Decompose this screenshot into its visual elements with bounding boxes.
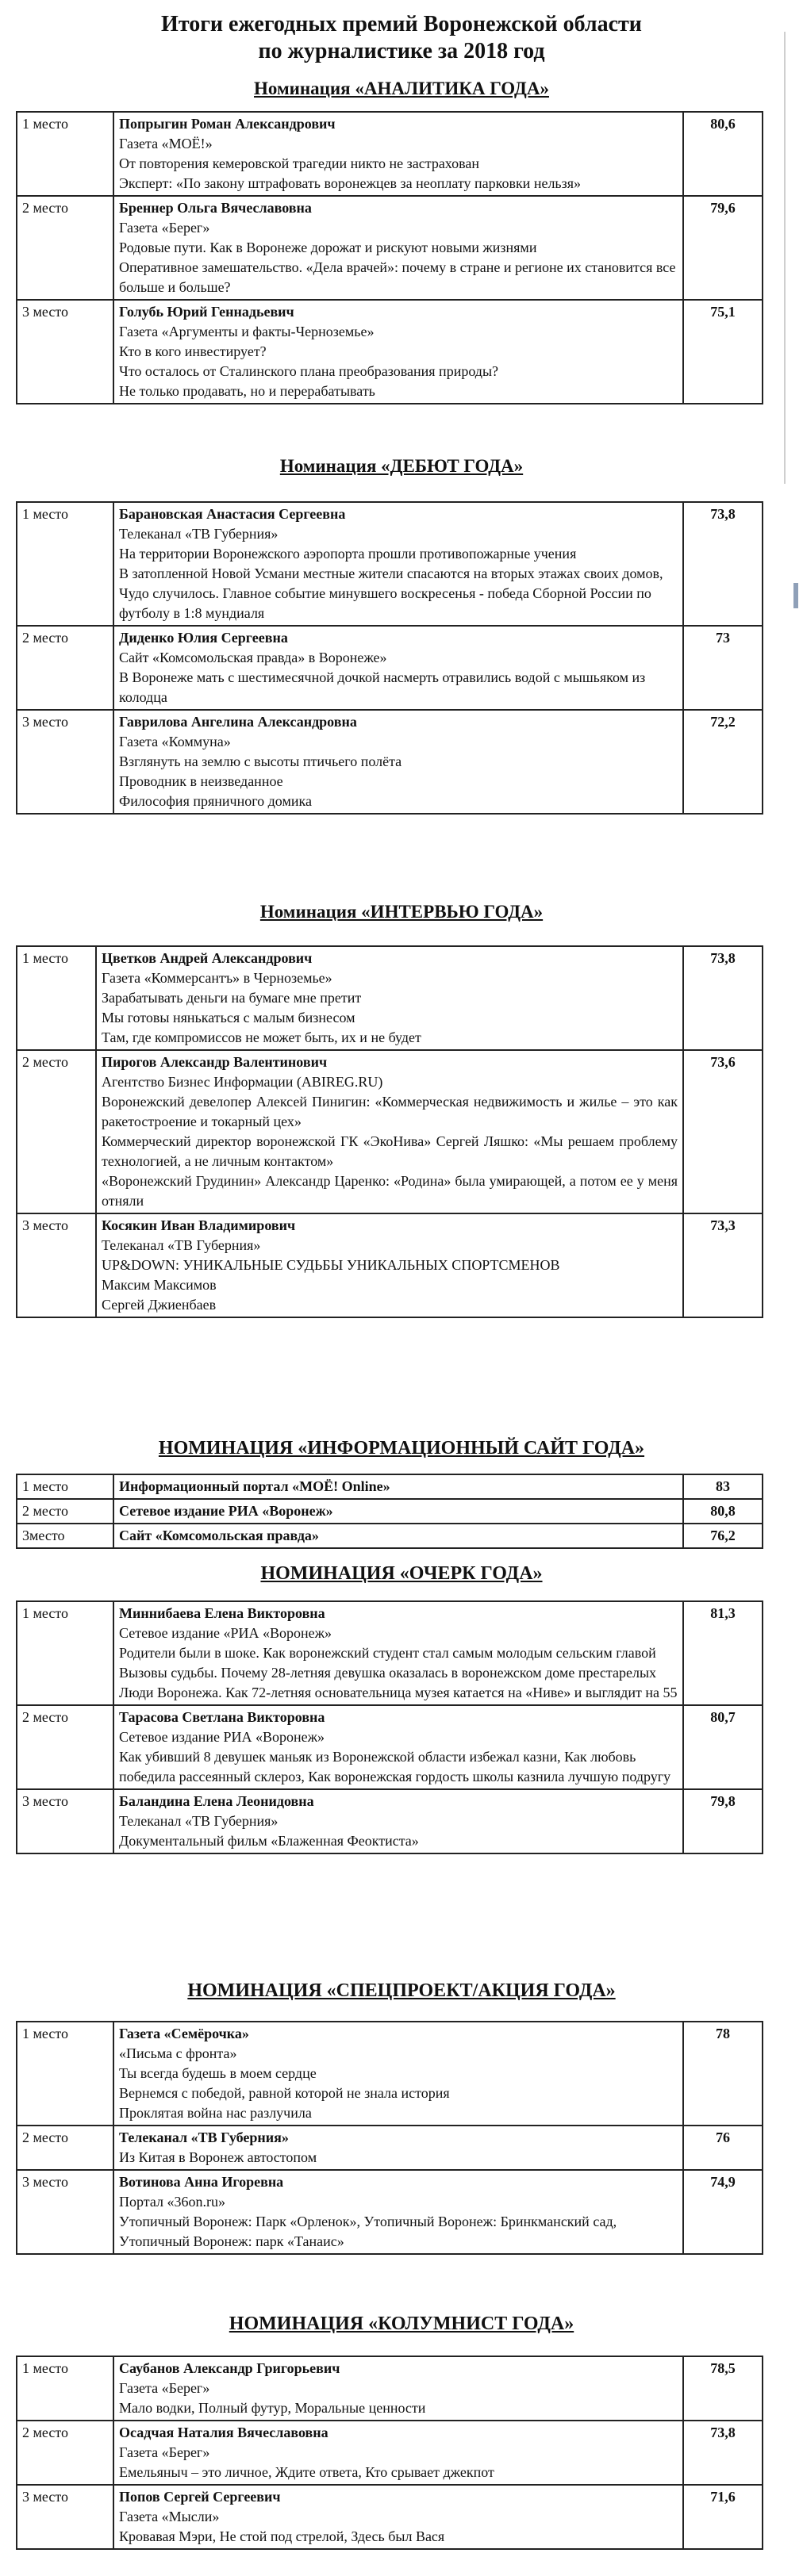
place-cell: 2 место	[17, 626, 113, 710]
winner-name: Телеканал «ТВ Губерния»	[119, 2129, 289, 2145]
entry-line: Воронежский девелопер Алексей Пинигин: «Коммерческая недвижимость и жилье – это как ракетостроение и токарный цех»	[102, 1094, 678, 1129]
entry-line: Газета «МОЁ!»	[119, 136, 213, 151]
results-table-columnist	[16, 2356, 763, 2550]
score-cell: 72,2	[683, 710, 763, 814]
winner-name: Миннибаева Елена Викторовна	[119, 1605, 325, 1621]
table-row	[17, 1705, 763, 1789]
entry-line: Оперативное замешательство. «Дела врачей»: почему в стране и регионе их становится все больше и больше?	[119, 259, 676, 295]
table-row	[17, 1601, 763, 1705]
score-cell: 73,8	[683, 502, 763, 626]
entry-line: Мало водки, Полный футур, Моральные ценности	[119, 2400, 426, 2416]
place-cell: 1 место	[17, 2356, 113, 2421]
entry-line: Проклятая война нас разлучила	[119, 2105, 312, 2121]
score-cell: 78	[683, 2022, 763, 2126]
winner-name: Саубанов Александр Григорьевич	[119, 2360, 340, 2376]
place-cell: 3 место	[17, 300, 113, 404]
entry-line: Утопичный Воронеж: Парк «Орленок», Утопичный Воронеж: Бринкманский сад, Утопичный Воронеж: парк «Танаис»	[119, 2214, 617, 2249]
table-row	[17, 1524, 763, 1548]
entry-line: Газета «Берег»	[119, 2380, 210, 2396]
entry-line: Зарабатывать деньги на бумаге мне претит	[102, 990, 362, 1006]
entry-line: Коммерческий директор воронежской ГК «ЭкоНива» Сергей Ляшко: «Мы решаем проблему технологией, а не личным контактом»	[102, 1133, 678, 1169]
winner-name: Попов Сергей Сергеевич	[119, 2489, 281, 2505]
table-row	[17, 2022, 763, 2126]
table-row	[17, 1499, 763, 1524]
score-cell: 78,5	[683, 2356, 763, 2421]
table-row	[17, 2356, 763, 2421]
results-table-essay	[16, 1600, 763, 1854]
nomination-heading-special-project: НОМИНАЦИЯ «СПЕЦПРОЕКТ/АКЦИЯ ГОДА»	[187, 1980, 616, 2001]
score-cell: 80,6	[683, 112, 763, 196]
winner-name: Цветков Андрей Александрович	[102, 950, 313, 966]
nomination-heading-interview: Номинация «ИНТЕРВЬЮ ГОДА»	[259, 902, 544, 922]
winner-name: Сетевое издание РИА «Воронеж»	[113, 1499, 683, 1524]
entry-line: Газета «Аргументы и факты-Черноземье»	[119, 324, 375, 339]
entry-line: Взглянуть на землю с высоты птичьего полёта	[119, 753, 402, 769]
score-cell: 79,8	[683, 1789, 763, 1853]
place-cell: 3место	[17, 1524, 113, 1548]
score-cell: 73,3	[683, 1213, 763, 1317]
table-row	[17, 1789, 763, 1853]
score-cell: 73,8	[683, 946, 763, 1050]
page-edge-marker	[793, 583, 798, 608]
winner-name: Тарасова Светлана Викторовна	[119, 1709, 325, 1725]
score-cell: 80,8	[683, 1499, 763, 1524]
place-cell: 1 место	[17, 502, 113, 626]
entry-cell	[113, 1705, 683, 1789]
score-cell: 73,8	[683, 2421, 763, 2485]
entry-line: Родители были в шоке. Как воронежский студент стал самым молодым сельским главой	[119, 1645, 656, 1661]
score-cell: 74,9	[683, 2170, 763, 2254]
nomination-heading-news-site: НОМИНАЦИЯ «ИНФОРМАЦИОННЫЙ САЙТ ГОДА»	[158, 1438, 645, 1459]
place-cell: 3 место	[17, 2485, 113, 2549]
entry-line: «Письма с фронта»	[119, 2045, 237, 2061]
document-title-line-1: Итоги ежегодных премий Воронежской области	[161, 12, 642, 36]
entry-line: Максим Максимов	[102, 1277, 217, 1293]
entry-line: Вызовы судьбы. Почему 28-летняя девушка оказалась в воронежском доме престарелых	[119, 1665, 657, 1681]
entry-line: Не только продавать, но и перерабатывать	[119, 383, 375, 399]
entry-cell	[113, 2485, 683, 2549]
place-cell: 2 место	[17, 1705, 113, 1789]
place-cell: 2 место	[17, 196, 113, 300]
entry-cell	[96, 946, 683, 1050]
entry-cell	[113, 2356, 683, 2421]
entry-cell	[113, 112, 683, 196]
score-cell: 81,3	[683, 1601, 763, 1705]
winner-name: Газета «Семёрочка»	[119, 2026, 249, 2041]
winner-name: Барановская Анастасия Сергеевна	[119, 506, 346, 522]
score-cell: 79,6	[683, 196, 763, 300]
entry-line: Из Китая в Воронеж автостопом	[119, 2149, 317, 2165]
place-cell: 2 место	[17, 2421, 113, 2485]
entry-line: Документальный фильм «Блаженная Феоктиста»	[119, 1833, 419, 1849]
entry-cell	[113, 1789, 683, 1853]
winner-name: Осадчая Наталия Вячеславовна	[119, 2425, 328, 2440]
entry-cell	[113, 2022, 683, 2126]
entry-line: Проводник в неизведанное	[119, 773, 283, 789]
entry-cell	[96, 1213, 683, 1317]
results-table-analytics	[16, 111, 763, 404]
score-cell: 76,2	[683, 1524, 763, 1548]
entry-line: UP&DOWN: УНИКАЛЬНЫЕ СУДЬБЫ УНИКАЛЬНЫХ СПОРТСМЕНОВ	[102, 1257, 560, 1273]
table-row	[17, 300, 763, 404]
winner-name: Пирогов Александр Валентинович	[102, 1054, 328, 1070]
entry-line: Газета «Берег»	[119, 2444, 210, 2460]
place-cell: 3 место	[17, 2170, 113, 2254]
place-cell: 2 место	[17, 1499, 113, 1524]
entry-line: Там, где компромиссов не может быть, их и не будет	[102, 1029, 421, 1045]
place-cell: 3 место	[17, 1213, 96, 1317]
entry-cell	[113, 626, 683, 710]
table-row	[17, 1474, 763, 1499]
table-row	[17, 2170, 763, 2254]
winner-name: Гаврилова Ангелина Александровна	[119, 714, 357, 730]
entry-line: Ты всегда будешь в моем сердце	[119, 2065, 317, 2081]
place-cell: 1 место	[17, 946, 96, 1050]
entry-line: Родовые пути. Как в Воронеже дорожат и рискуют новыми жизнями	[119, 240, 537, 255]
entry-line: Кто в кого инвестирует?	[119, 343, 267, 359]
entry-line: Эксперт: «По закону штрафовать воронежцев за неоплату парковки нельзя»	[119, 175, 582, 191]
entry-line: Люди Воронежа. Как 72-летняя основательница музея катается на «Ниве» и выглядит на 55	[119, 1685, 678, 1700]
table-row	[17, 1213, 763, 1317]
entry-line: Вернемся с победой, равной которой не знала история	[119, 2085, 450, 2101]
winner-name: Диденко Юлия Сергеевна	[119, 630, 288, 646]
score-cell: 83	[683, 1474, 763, 1499]
table-row	[17, 2421, 763, 2485]
nomination-heading-analytics: Номинация «АНАЛИТИКА ГОДА»	[254, 79, 549, 98]
entry-line: Чудо случилось. Главное событие минувшего воскресенья - победа Сборной России по футболу в 1:8 мундиаля	[119, 585, 651, 621]
winner-name: Баландина Елена Леонидовна	[119, 1793, 314, 1809]
place-cell: 1 место	[17, 1601, 113, 1705]
entry-line: От повторения кемеровской трагедии никто не застрахован	[119, 155, 480, 171]
entry-line: Кровавая Мэри, Не стой под стрелой, Здесь был Вася	[119, 2528, 445, 2544]
winner-name: Бреннер Ольга Вячеславовна	[119, 200, 312, 216]
table-row	[17, 626, 763, 710]
entry-line: Телеканал «ТВ Губерния»	[119, 1813, 279, 1829]
place-cell: 3 место	[17, 710, 113, 814]
entry-line: Что осталось от Сталинского плана преобразования природы?	[119, 363, 499, 379]
entry-line: В Воронеже мать с шестимесячной дочкой насмерть отравились водой с мышьяком из колодца	[119, 669, 646, 705]
place-cell: 2 место	[17, 2126, 113, 2170]
entry-cell	[113, 196, 683, 300]
entry-line: Сайт «Комсомольская правда» в Воронеже»	[119, 650, 387, 665]
entry-line: Портал «36on.ru»	[119, 2194, 225, 2210]
winner-name: Информационный портал «МОЁ! Online»	[113, 1474, 683, 1499]
score-cell: 73	[683, 626, 763, 710]
entry-cell	[113, 1601, 683, 1705]
document-title-line-2: по журналистике за 2018 год	[258, 39, 545, 63]
winner-name: Голубь Юрий Геннадьевич	[119, 304, 294, 320]
entry-line: В затопленной Новой Усмани местные жители спасаются на вторых этажах своих домов,	[119, 565, 663, 581]
table-row	[17, 112, 763, 196]
entry-line: Мы готовы нянькаться с малым бизнесом	[102, 1010, 355, 1025]
entry-line: Агентство Бизнес Информации (ABIREG.RU)	[102, 1074, 383, 1090]
score-cell: 76	[683, 2126, 763, 2170]
entry-line: Сетевое издание РИА «Воронеж»	[119, 1729, 325, 1745]
winner-name: Попрыгин Роман Александрович	[119, 116, 336, 132]
results-table-debut	[16, 501, 763, 815]
nomination-heading-essay: НОМИНАЦИЯ «ОЧЕРК ГОДА»	[260, 1563, 543, 1584]
results-table-news-site	[16, 1474, 763, 1549]
entry-line: Как убивший 8 девушек маньяк из Воронежской области избежал казни, Как любовь победила рассеянный склероз, Как воронежская гордость школы казнила лучшую подругу	[119, 1749, 671, 1784]
place-cell: 1 место	[17, 112, 113, 196]
entry-line: Телеканал «ТВ Губерния»	[119, 526, 279, 542]
entry-line: Газета «Мысли»	[119, 2509, 220, 2524]
entry-cell	[113, 2170, 683, 2254]
entry-cell	[96, 1050, 683, 1213]
entry-cell	[113, 2421, 683, 2485]
winner-name: Сайт «Комсомольская правда»	[113, 1524, 683, 1548]
table-row	[17, 946, 763, 1050]
place-cell: 2 место	[17, 1050, 96, 1213]
score-cell: 71,6	[683, 2485, 763, 2549]
place-cell: 3 место	[17, 1789, 113, 1853]
entry-line: Емельяныч – это личное, Ждите ответа, Кто срывает джекпот	[119, 2464, 494, 2480]
entry-line: На территории Воронежского аэропорта прошли противопожарные учения	[119, 546, 577, 562]
entry-cell	[113, 710, 683, 814]
entry-line: «Воронежский Грудинин» Александр Царенко: «Родина» была умирающей, а потом ее у меня отняли	[102, 1173, 678, 1209]
results-table-interview	[16, 945, 763, 1318]
entry-line: Газета «Коммерсантъ» в Черноземье»	[102, 970, 332, 986]
entry-line: Сергей Джиенбаев	[102, 1297, 217, 1313]
place-cell: 1 место	[17, 1474, 113, 1499]
winner-name: Вотинова Анна Игоревна	[119, 2174, 284, 2190]
entry-line: Сетевое издание «РИА «Воронеж»	[119, 1625, 332, 1641]
score-cell: 75,1	[683, 300, 763, 404]
results-table-special-project	[16, 2021, 763, 2255]
table-row	[17, 1050, 763, 1213]
table-row	[17, 710, 763, 814]
winner-name: Косякин Иван Владимирович	[102, 1217, 296, 1233]
table-row	[17, 502, 763, 626]
entry-line: Философия пряничного домика	[119, 793, 312, 809]
entry-cell	[113, 300, 683, 404]
nomination-heading-columnist: НОМИНАЦИЯ «КОЛУМНИСТ ГОДА»	[229, 2313, 574, 2334]
entry-cell	[113, 502, 683, 626]
entry-line: Телеканал «ТВ Губерния»	[102, 1237, 261, 1253]
place-cell: 1 место	[17, 2022, 113, 2126]
entry-cell	[113, 2126, 683, 2170]
table-row	[17, 2485, 763, 2549]
nomination-heading-debut: Номинация «ДЕБЮТ ГОДА»	[279, 456, 524, 476]
entry-line: Газета «Коммуна»	[119, 734, 231, 749]
table-row	[17, 196, 763, 300]
score-cell: 73,6	[683, 1050, 763, 1213]
entry-line: Газета «Берег»	[119, 220, 210, 236]
table-row	[17, 2126, 763, 2170]
score-cell: 80,7	[683, 1705, 763, 1789]
